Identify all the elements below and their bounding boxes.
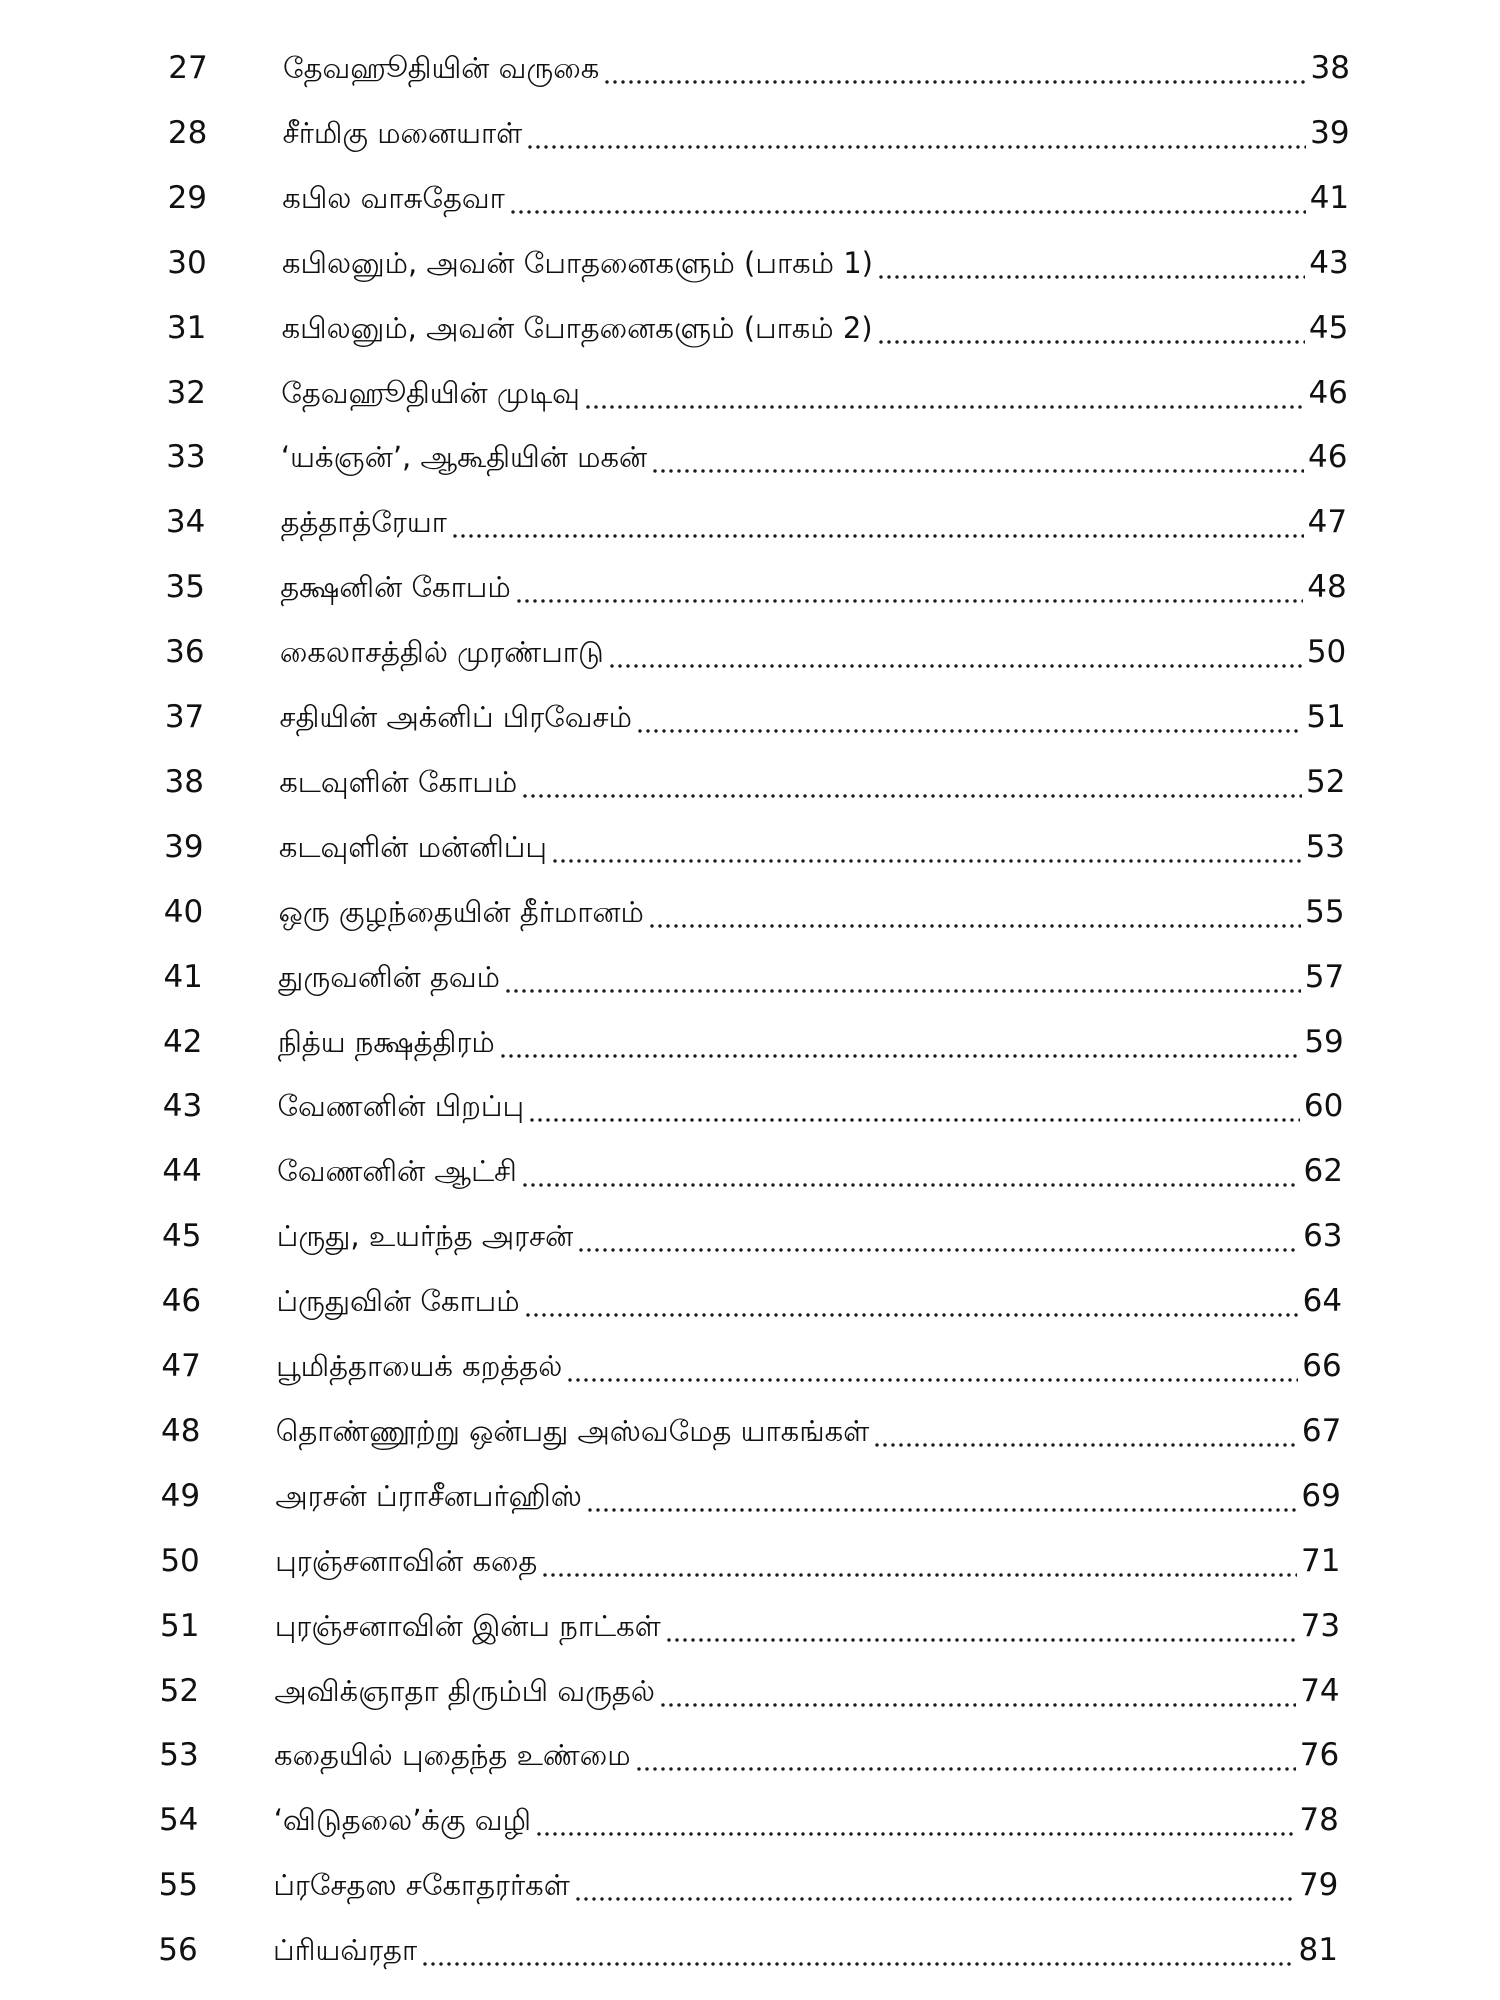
page-number: 76 [1299, 1737, 1340, 1774]
chapter-title: புரஞ்சனாவின் கதை [275, 1543, 538, 1578]
chapter-title: துருவனின் தவம் [278, 959, 500, 994]
chapter-number: 48 [161, 1412, 201, 1449]
page-number: 51 [1306, 699, 1346, 735]
chapter-title: கபிலனும், அவன் போதனைகளும் (பாகம் 2) [281, 310, 873, 345]
chapter-number: 29 [167, 179, 208, 216]
entry-line [274, 1790, 1339, 1850]
entry-line [280, 557, 1346, 617]
dot-leader [577, 1248, 1299, 1252]
toc-entry [0, 233, 1500, 293]
chapter-number: 44 [162, 1153, 202, 1190]
chapter-title: கதையில் புதைந்த உண்மை [274, 1738, 631, 1773]
dot-leader [574, 1897, 1295, 1901]
toc-entry [0, 1206, 1500, 1266]
toc-entry [0, 1336, 1500, 1396]
toc-entry [0, 1466, 1500, 1526]
page-number: 39 [1310, 114, 1350, 151]
page-number: 46 [1308, 374, 1348, 411]
chapter-number: 49 [160, 1477, 201, 1514]
entry-line [277, 1206, 1343, 1266]
entry-line [274, 1661, 1339, 1721]
page-number: 81 [1298, 1932, 1338, 1969]
dot-leader [635, 1767, 1296, 1771]
page-number: 55 [1305, 893, 1345, 930]
chapter-title: அரசன் ப்ராசீனபர்ஹிஸ் [275, 1478, 582, 1513]
toc-entry [0, 947, 1500, 1007]
dot-leader [535, 1832, 1295, 1836]
toc-entry [0, 1401, 1500, 1461]
chapter-title: தத்தாத்ரேயா [280, 505, 447, 540]
chapter-number: 40 [163, 893, 204, 930]
toc-entry [0, 1012, 1500, 1072]
chapter-title: ‘யக்ஞன்’, ஆகூதியின் மகன் [280, 440, 648, 475]
toc-entry [0, 687, 1500, 747]
dot-leader [528, 1118, 1300, 1122]
page-number: 53 [1305, 828, 1346, 865]
chapter-title: ப்ரியவ்ரதா [273, 1933, 418, 1968]
dot-leader [504, 989, 1301, 993]
entry-line [275, 1596, 1340, 1656]
chapter-number: 55 [158, 1867, 199, 1904]
page-number: 66 [1302, 1348, 1342, 1384]
toc-entry [0, 427, 1500, 487]
entry-line [283, 38, 1350, 98]
toc-entry [0, 298, 1500, 358]
entry-line [273, 1855, 1338, 1915]
chapter-title: வேணனின் பிறப்பு [277, 1089, 525, 1124]
chapter-number: 43 [162, 1088, 203, 1125]
page-number: 79 [1298, 1867, 1339, 1904]
dot-leader [877, 340, 1305, 344]
dot-leader [586, 1508, 1298, 1512]
chapter-number: 35 [165, 569, 205, 606]
entry-line [276, 1271, 1342, 1331]
entry-line [283, 103, 1350, 163]
chapter-title: தேவஹூதியின் முடிவு [281, 375, 580, 410]
dot-leader [584, 405, 1305, 409]
toc-entry [0, 1076, 1500, 1136]
entry-line [280, 687, 1346, 747]
entry-line [279, 882, 1345, 942]
chapter-title: நித்ய நக்ஷத்திரம் [277, 1024, 495, 1059]
dot-leader [451, 534, 1304, 538]
toc-entry [0, 492, 1500, 552]
chapter-number: 42 [163, 1023, 203, 1060]
dot-leader [521, 794, 1302, 798]
entry-line [276, 1401, 1342, 1461]
dot-leader [603, 80, 1306, 84]
page-number: 41 [1309, 179, 1350, 216]
toc-entry [0, 168, 1500, 228]
chapter-number: 38 [164, 763, 204, 800]
page-number: 63 [1303, 1218, 1343, 1255]
chapter-title: புரஞ்சனாவின் இன்ப நாட்கள் [274, 1608, 661, 1643]
page-number: 57 [1304, 958, 1345, 995]
page-number: 47 [1307, 504, 1348, 541]
chapter-number: 32 [166, 374, 206, 411]
entry-line [282, 233, 1349, 293]
toc-entry [0, 1661, 1500, 1721]
chapter-title: கபில வாசுதேவா [282, 180, 505, 215]
entry-line [282, 168, 1349, 228]
dot-leader [551, 859, 1302, 863]
chapter-number: 39 [164, 828, 204, 865]
toc-entry [0, 363, 1500, 423]
chapter-title: பூமித்தாயைக் கறத்தல் [276, 1349, 563, 1383]
page-number: 48 [1307, 569, 1347, 606]
chapter-title: கைலாசத்தில் முரண்பாடு [279, 635, 604, 670]
entry-line [281, 492, 1348, 552]
entry-line [280, 622, 1346, 682]
toc-entry [0, 1596, 1500, 1656]
dot-leader [521, 1183, 1300, 1187]
page-number: 59 [1304, 1023, 1344, 1060]
chapter-number: 28 [167, 114, 208, 151]
chapter-number: 41 [163, 958, 203, 995]
chapter-number: 46 [161, 1283, 202, 1320]
chapter-number: 31 [166, 309, 207, 346]
chapter-title: ப்ரசேதஸ சகோதரர்கள் [273, 1868, 570, 1903]
chapter-number: 37 [164, 699, 205, 735]
page-number: 71 [1301, 1542, 1341, 1579]
entry-line [278, 1012, 1344, 1072]
chapter-title: அவிக்ஞாதா திரும்பி வருதல் [274, 1673, 655, 1708]
entry-line [277, 1141, 1343, 1201]
entry-line [274, 1725, 1339, 1785]
dot-leader [541, 1573, 1297, 1577]
chapter-title: தேவஹூதியின் வருகை [283, 51, 600, 85]
entry-line [273, 1920, 1338, 1980]
dot-leader [499, 1054, 1301, 1058]
dot-leader [648, 924, 1301, 928]
chapter-title: தொண்ணூற்று ஒன்பது அஸ்வமேத யாகங்கள் [275, 1413, 870, 1448]
chapter-number: 52 [159, 1672, 200, 1709]
chapter-title: ப்ருதுவின் கோபம் [276, 1284, 520, 1319]
toc-entry [0, 557, 1500, 617]
dot-leader [636, 729, 1302, 733]
chapter-number: 30 [167, 244, 207, 281]
entry-line [279, 817, 1345, 877]
dot-leader [524, 1313, 1299, 1317]
dot-leader [659, 1703, 1296, 1707]
page-number: 69 [1301, 1477, 1341, 1514]
chapter-title: கபிலனும், அவன் போதனைகளும் (பாகம் 1) [281, 245, 873, 280]
entry-line [275, 1466, 1340, 1526]
entry-line [282, 298, 1349, 358]
page-number: 73 [1300, 1607, 1341, 1644]
entry-line [278, 947, 1344, 1007]
chapter-title: ப்ருது, உயர்ந்த அரசன் [276, 1219, 574, 1254]
page-number: 38 [1310, 50, 1350, 86]
dot-leader [421, 1962, 1294, 1966]
chapter-title: கடவுளின் கோபம் [279, 764, 518, 799]
page-number: 74 [1300, 1672, 1340, 1709]
entry-line [275, 1531, 1340, 1591]
dot-leader [877, 275, 1305, 279]
page-number: 45 [1308, 309, 1349, 346]
page-number: 52 [1305, 763, 1346, 800]
toc-entry [0, 817, 1500, 877]
toc-entry [0, 1855, 1500, 1915]
chapter-number: 54 [158, 1802, 199, 1839]
chapter-number: 47 [161, 1348, 201, 1384]
page-number: 60 [1303, 1088, 1344, 1125]
toc-entry [0, 752, 1500, 812]
toc-entry [0, 622, 1500, 682]
chapter-title: ஒரு குழந்தையின் தீர்மானம் [278, 894, 644, 929]
chapter-title: தக்ஷனின் கோபம் [280, 570, 511, 605]
dot-leader [515, 599, 1304, 603]
page-number: 64 [1302, 1283, 1343, 1320]
chapter-title: சதியின் அக்னிப் பிரவேசம் [279, 700, 632, 734]
page-number: 67 [1301, 1412, 1342, 1449]
toc-entry [0, 1725, 1500, 1785]
chapter-number: 45 [162, 1218, 202, 1255]
chapter-title: கடவுளின் மன்னிப்பு [278, 829, 547, 864]
dot-leader [509, 210, 1306, 214]
dot-leader [608, 664, 1303, 668]
chapter-title: வேணனின் ஆட்சி [277, 1154, 517, 1189]
dot-leader [873, 1443, 1298, 1447]
toc-entry [0, 882, 1500, 942]
chapter-title: சீர்மிகு மனையாள் [282, 115, 523, 150]
page-number: 46 [1308, 439, 1348, 476]
entry-line [279, 752, 1345, 812]
page-number: 78 [1299, 1802, 1339, 1839]
toc-entry [0, 103, 1500, 163]
toc-entry [0, 1790, 1500, 1850]
toc-entry [0, 1531, 1500, 1591]
chapter-number: 50 [160, 1542, 200, 1579]
page-number: 50 [1306, 634, 1347, 671]
toc-entry [0, 1271, 1500, 1331]
toc-entry [0, 1141, 1500, 1201]
chapter-number: 34 [165, 504, 206, 541]
dot-leader [526, 145, 1306, 149]
chapter-number: 56 [158, 1932, 198, 1969]
chapter-number: 33 [166, 439, 206, 476]
entry-line [281, 427, 1348, 487]
dot-leader [651, 469, 1304, 473]
entry-line [276, 1336, 1342, 1396]
toc-entry [0, 38, 1500, 98]
chapter-number: 51 [159, 1607, 200, 1644]
chapter-title: ‘விடுதலை’க்கு வழி [273, 1803, 532, 1838]
dot-leader [566, 1378, 1298, 1382]
chapter-number: 53 [159, 1737, 199, 1774]
page-number: 62 [1303, 1153, 1343, 1190]
entry-line [281, 363, 1348, 423]
entry-line [277, 1076, 1343, 1136]
toc-entry [0, 1920, 1500, 1980]
chapter-number: 36 [165, 634, 205, 671]
dot-leader [665, 1638, 1297, 1642]
page-number: 43 [1309, 244, 1349, 281]
chapter-number: 27 [168, 50, 208, 86]
